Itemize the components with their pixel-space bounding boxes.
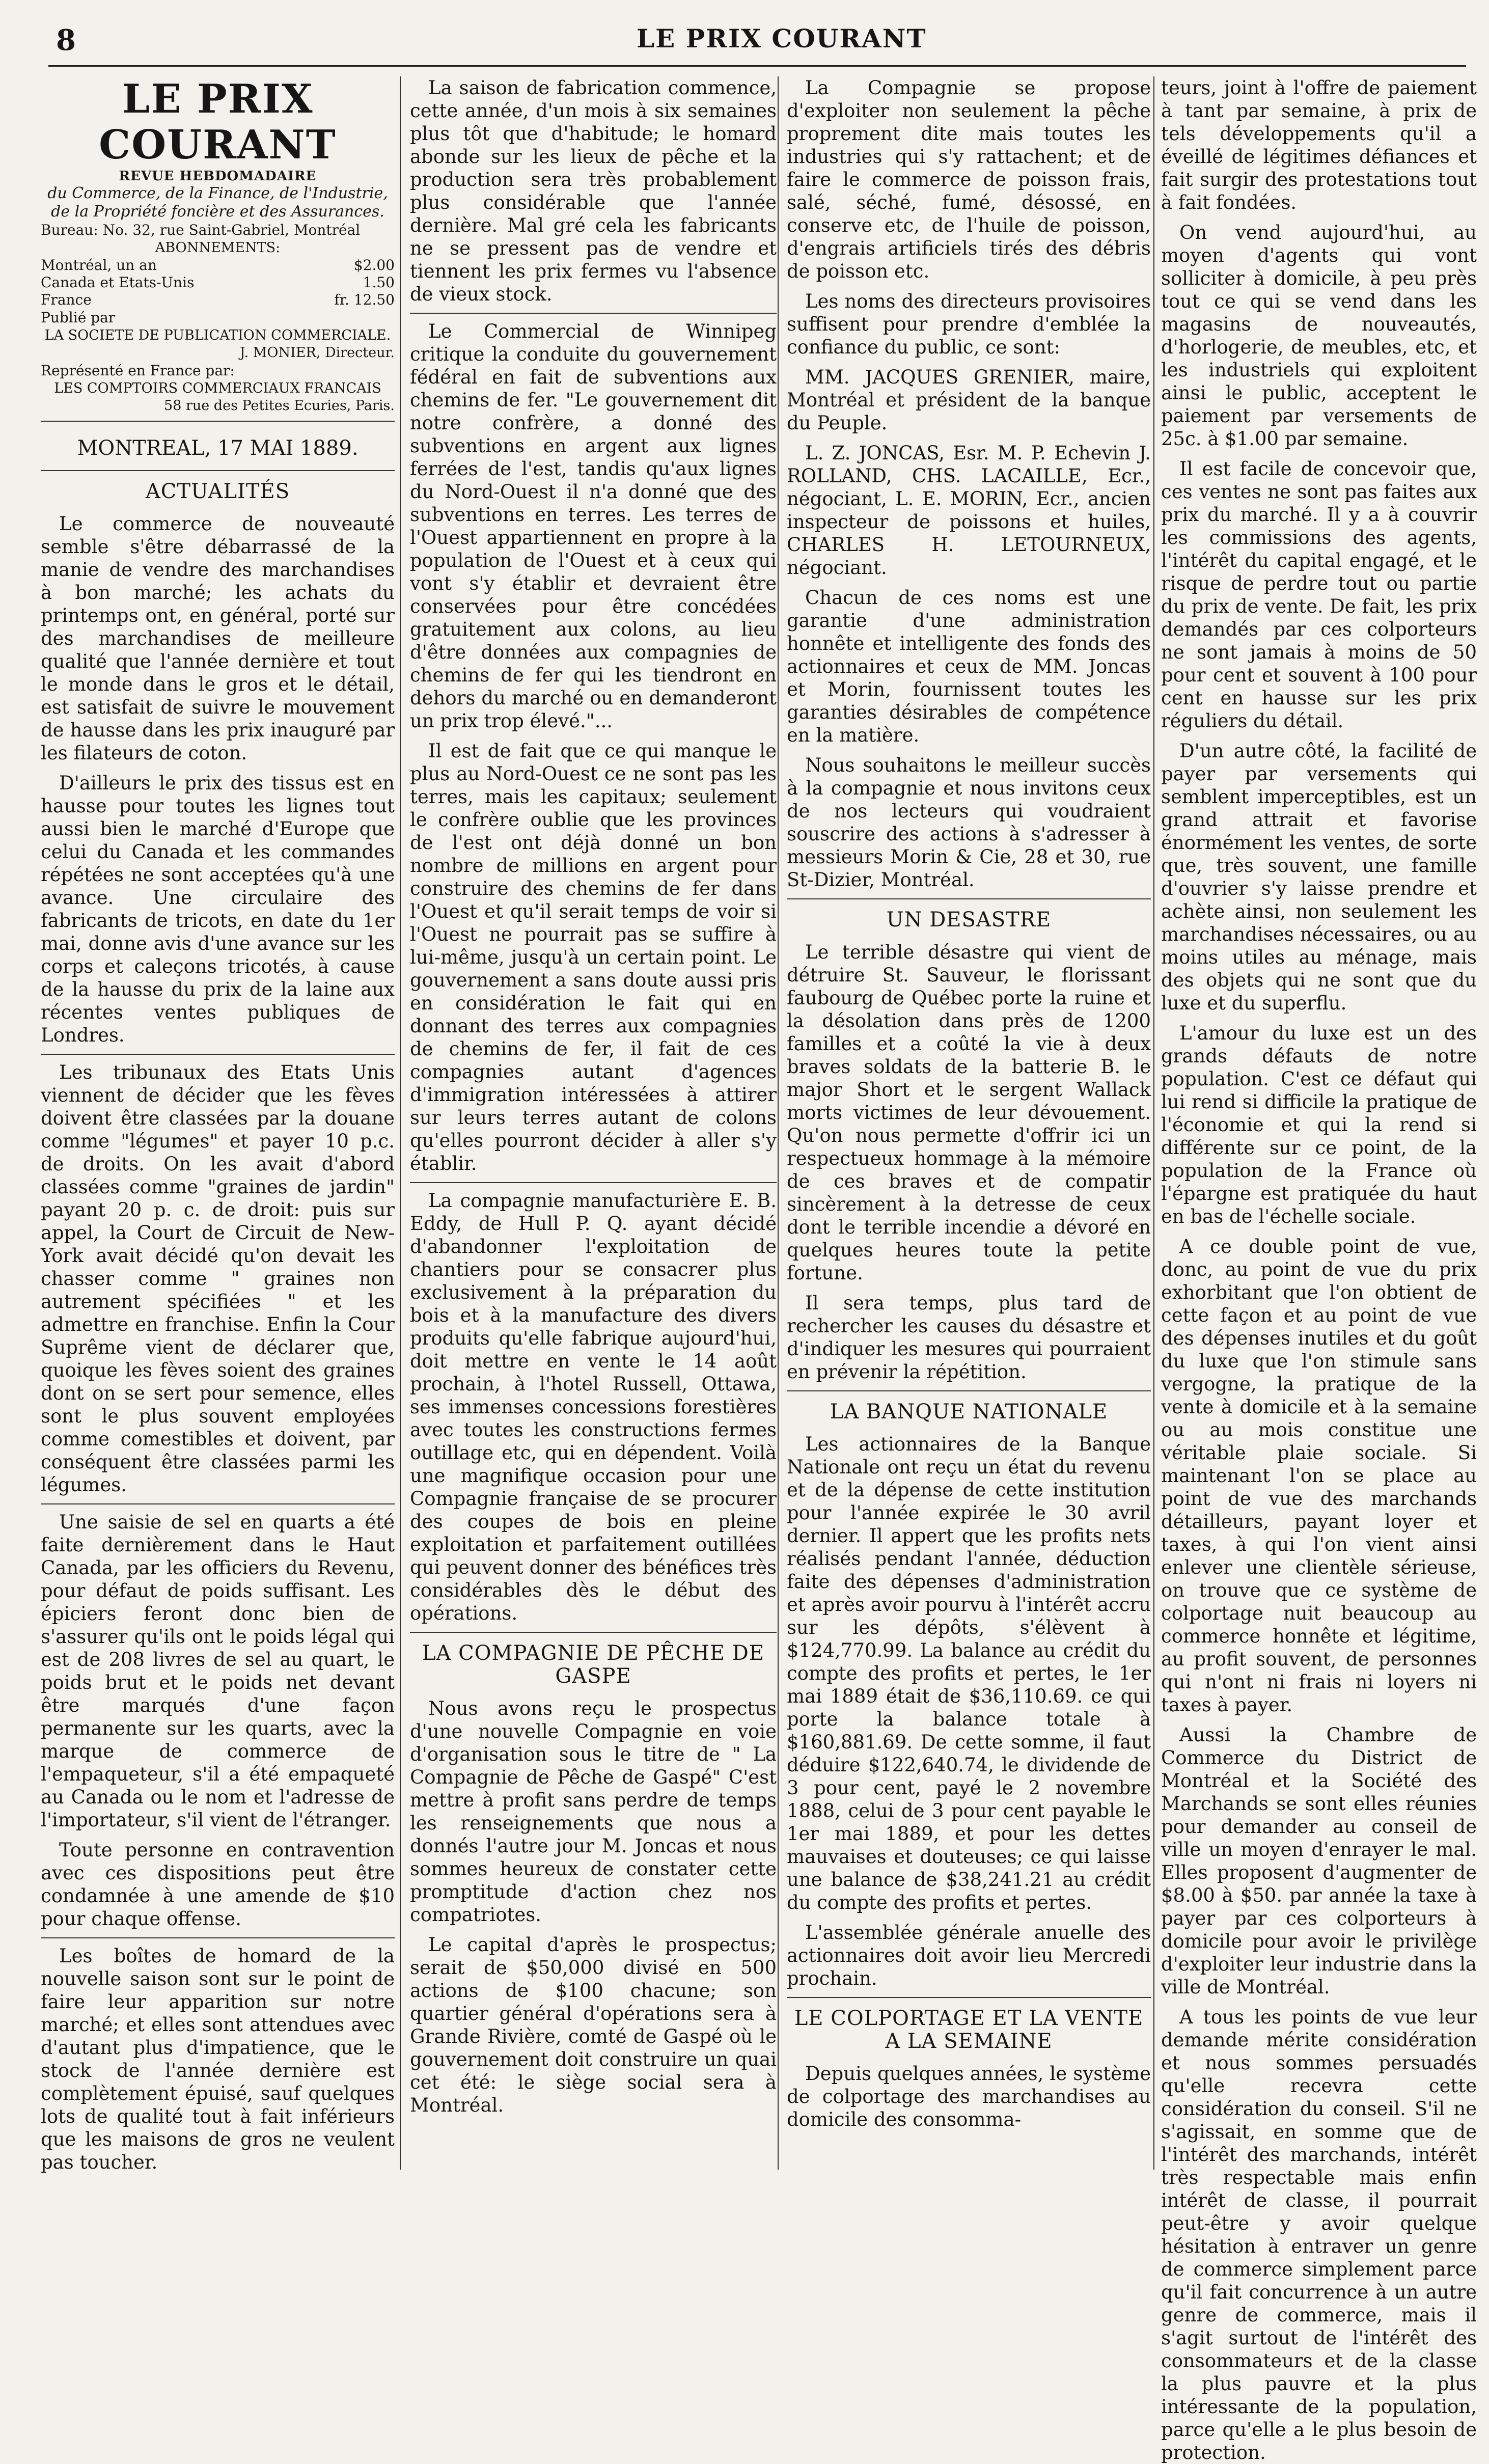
page-number: 8 (56, 23, 76, 57)
article-paragraph: On vend aujourd'hui, au moyen d'agents qui vont solliciter à domicile, à peu près tout ce qui se vend dans les magasins de nouveautés, d'horlogerie, de meubles, etc, et les industriels qui exploitent ainsi le public, acceptent le paiement par versements de 25c. à $1.00 par semaine. (1161, 222, 1477, 450)
running-header (0, 0, 1489, 76)
masthead-comptoirs: LES COMPTOIRS COMMERCIAUX FRANCAIS (54, 380, 381, 396)
article-paragraph: A tous les points de vue leur demande mérite considération et nous sommes persuadés qu'elle recevra cette considération du conseil. S'il ne s'agissait, en somme que de l'intérêt des marchands, intérêt très respectable mais enfin intérêt de classe, il pourrait peut-être y avoir quelque hésitation à entraver un genre de commerce simplement parce qu'il fait concurrence à un autre genre de commerce, mais il s'agit surtout de l'intérêt des consommateurs et de la classe la plus pauvre et la plus intéressante de la population, parce qu'elle a le plus besoin de protection. (1161, 2006, 1477, 2463)
abonnement-place: Canada et Etats-Unis (41, 274, 195, 291)
article-paragraph: La Compagnie se propose d'exploiter non seulement la pêche proprement dite mais toutes les industries qui s'y rattachent; et de faire le commerce de poisson frais, salé, séché, fumé, désossé, en conserve etc, de l'huile de poisson, d'engrais artificiels tirés des débris de poisson etc. (787, 77, 1151, 282)
masthead-directeur: J. MONIER, Directeur. (239, 345, 395, 361)
article-paragraph: Les boîtes de homard de la nouvelle saison sont sur le point de faire leur apparition sur notre marché; et elles sont attendues avec d'autant plus d'impatience, que le stock de l'année dernière est complètement épuisé, sauf quelques lots de qualité tout à fait inférieurs que les maisons de gros ne veulent pas toucher. (41, 1945, 395, 2173)
article-paragraph: La compagnie manufacturière E. B. Eddy, de Hull P. Q. ayant décidé d'abandonner l'exploitation de chantiers pour se consacrer plus exclusivement à la préparation du bois et à la manufacture des divers produits qu'elle fabrique aujourd'hui, doit mettre en vente le 14 août prochain, à l'hotel Russell, Ottawa, ses immenses concessions forestières avec toutes les constructions fermes outillage etc, qui en dépendent. Voilà une magnifique occasion pour une Compagnie française de se procurer des coupes de bois en pleine exploitation et parfaitement outillées qui peuvent donner des bénéfices très considérables dès le début des opérations. (410, 1190, 777, 1624)
article-paragraph: L. Z. JONCAS, Esr. M. P. Echevin J. ROLLAND, CHS. LACAILLE, Ecr., négociant, L. E. MORIN, Ecr., ancien inspecteur de poissons et huiles, CHARLES H. LETOURNEUX, négociant. (787, 442, 1151, 579)
article-paragraph: Depuis quelques années, le système de colportage des marchandises au domicile des consomma- (787, 2063, 1151, 2130)
divider (41, 1054, 395, 1055)
abonnement-price: fr. 12.50 (334, 291, 395, 308)
article-paragraph: D'ailleurs le prix des tissus est en hausse pour toutes les lignes tout aussi bien le marché d'Europe que celui du Canada et les commandes répétées ne sont acceptées qu'à une avance. Une circulaire des fabricants de tricots, en date du 1er mai, donne avis d'une avance sur les corps et caleçons tricotés, à cause de la hausse du prix de la laine aux récentes ventes publiques de Londres. (41, 772, 395, 1046)
divider (41, 470, 395, 471)
running-title: LE PRIX COURANT (637, 23, 927, 53)
column-4 (1161, 76, 1477, 2463)
masthead-publie-par: Publié par (41, 309, 116, 326)
divider (410, 1632, 777, 1633)
article-paragraph: Toute personne en contravention avec ces dispositions peut être condamnée à une amende de $10 pour chaque offense. (41, 1839, 395, 1930)
article-paragraph: Le terrible désastre qui vient de détruire St. Sauveur, le florissant faubourg de Québec porte la ruine et la désolation dans près de 1200 familles et a coûté la vie à deux braves soldats de la batterie B. le major Short et le sergent Wallack morts victimes de leur dévouement. Qu'on nous permette d'offrir ici un respectueux hommage à la mémoire de ces braves et de compatir sincèrement à la detresse de ceux dont le terrible incendie a dévoré en quelques heures toute la petite fortune. (787, 941, 1151, 1284)
article-paragraph: Aussi la Chambre de Commerce du District de Montréal et la Société des Marchands se sont elles réunies pour demander au conseil de ville un moyen d'enrayer le mal. Elles proposent d'augmenter de $8.00 à $50. par année la taxe à payer par ces colporteurs à domicile pour avoir le privilège d'exploiter leur industrie dans la ville de Montréal. (1161, 1724, 1477, 1998)
abonnement-row (41, 257, 395, 274)
article-paragraph: teurs, joint à l'offre de paiement à tant par semaine, à prix de tels développements qu'il a éveillé de légitimes défiances et fait surgir des protestations tout à fait fondées. (1161, 77, 1477, 213)
divider (41, 1937, 395, 1938)
masthead-title: LE PRIX COURANT (99, 76, 337, 168)
abonnement-price: $2.00 (353, 257, 395, 273)
article-paragraph: Nous souhaitons le meilleur succès à la compagnie et nous invitons ceux de nos lecteurs qui voudraient souscrire des actions à s'adresser à messieurs Morin & Cie, 28 et 30, rue St-Dizier, Montréal. (787, 754, 1151, 891)
divider (787, 898, 1151, 899)
masthead-subtitle: REVUE HEBDOMADAIRE (119, 169, 317, 184)
article-paragraph: Nous avons reçu le prospectus d'une nouvelle Compagnie en voie d'organisation sous le titre de " La Compagnie de Pêche de Gaspé" C'est mettre à profit sans perdre de temps les renseignements que nous a donnés l'autre jour M. Joncas et nous sommes heureux de constater cette promptitude d'action chez nos compatriotes. (410, 1698, 777, 1926)
article-paragraph: Chacun de ces noms est une garantie d'une administration honnête et intelligente des fonds des actionnaires et ceux de MM. Joncas et Morin, fournissent toutes les garanties désirables de compétence en la matière. (787, 587, 1151, 746)
divider (787, 1390, 1151, 1391)
article-paragraph: L'assemblée générale anuelle des actionnaires doit avoir lieu Mercredi prochain. (787, 1922, 1151, 1989)
divider (41, 421, 395, 422)
article-paragraph: Il est de fait que ce qui manque le plus au Nord-Ouest ce ne sont pas les terres, mais les capitaux; seulement le confrère oublie que les provinces de l'est ont déjà donné un bon nombre de millions en argent pour construire des chemins de fer dans l'Ouest et qu'il serait temps de voir si l'Ouest ne pourrait pas se suffire à lui-même, jusqu'à un certain point. Le gouvernement a sans doute aussi pris en considération le fait qui en donnant des terres aux compagnies de chemins de fer, il fait de ces compagnies autant d'agences d'immigration intéressées à attirer sur leurs terres autant de colons qu'elles pourront décider à aller s'y établir. (410, 740, 777, 1174)
divider (410, 1182, 777, 1183)
article-paragraph: La saison de fabrication commence, cette année, d'un mois à six semaines plus tôt que d'habitude; le homard abonde sur les lieux de pêche et la production sera très probablement plus considérable que l'année dernière. Mal gré cela les fabricants ne se pressent pas de vendre et tiennent les prix fermes vu l'absence de vieux stock. (410, 77, 777, 305)
masthead-societe: LA SOCIETE DE PUBLICATION COMMERCIALE. (44, 327, 391, 343)
article-paragraph: Les noms des directeurs provisoires suffisent pour prendre d'emblée la confiance du public, ce sont: (787, 290, 1151, 358)
article-paragraph: A ce double point de vue, donc, au point de vue du prix exhorbitant que l'on obtient de cette façon et au point de vue des dépenses inutiles et du goût du luxe que l'on stimule sans vergogne, la pratique de la vente à domicile et à la semaine ou au mois constitue une véritable plaie sociale. Si maintenant l'on se place au point de vue des marchands détailleurs, payant loyer et taxes, à qui l'on vient ainsi enlever une clientèle sérieuse, on trouve que ce système de colportage nuit beaucoup au commerce honnête et légitime, au profit souvent, de personnes qui n'ont ni frais ni loyers ni taxes à payer. (1161, 1236, 1477, 1716)
article-paragraph: Le commerce de nouveauté semble s'être débarrassé de la manie de vendre des marchandises à bon marché; les achats du printemps ont, en général, porté sur des marchandises de meilleure qualité que l'année dernière et tout le monde dans le gros et le détail, est satisfait de suivre le mouvement de hausse dans les prix inauguré par les filateurs de coton. (41, 513, 395, 764)
article-paragraph: L'amour du luxe est un des grands défauts de notre population. C'est ce défaut qui lui rend si difficile la pratique de l'économie et qui la rend si différente sur ce point, de la population de la France où l'épargne est pratiquée du haut en bas de l'échelle sociale. (1161, 1022, 1477, 1227)
section-heading: UN DESASTRE (886, 908, 1052, 932)
section-heading: LA BANQUE NATIONALE (830, 1400, 1108, 1423)
column-2 (410, 76, 777, 2170)
section-heading: LE COLPORTAGE ET LA VENTE A LA SEMAINE (794, 2007, 1144, 2053)
abonnement-place: France (41, 291, 92, 308)
article-paragraph: Les actionnaires de la Banque Nationale ont reçu un état du revenu et de la dépense de cette institution pour l'année expirée le 30 avril dernier. Il appert que les profits nets réalisés pendant l'année, déduction faite des dépenses d'administration et après avoir pourvu à l'intérêt accru sur les dépôts, s'élèvent à $124,770.99. La balance au crédit du compte des profits et pertes, le 1er mai 1889 était de $36,110.69. ce qui porte la balance totale à $160,881.69. De cette somme, il faut déduire $122,640.74, le dividende de 3 pour cent, payé le 2 novembre 1888, celui de 3 pour cent payable le 1er mai 1889, et pour les dettes mauvaises et douteuses; ce qui laisse une balance de $38,241.21 au crédit du compte des profits et pertes. (787, 1433, 1151, 1913)
divider (410, 313, 777, 314)
column-3 (787, 76, 1151, 2170)
masthead (41, 76, 395, 415)
masthead-bureau: Bureau: No. 32, rue Saint-Gabriel, Montréal (41, 222, 361, 238)
dateline: MONTREAL, 17 MAI 1889. (77, 436, 359, 460)
abonnement-price: 1.50 (363, 274, 395, 291)
masthead-represente: Représenté en France par: (41, 362, 235, 379)
section-heading: LA COMPAGNIE DE PÊCHE DE GASPE (422, 1641, 765, 1688)
column-1 (41, 76, 395, 2173)
section-heading: ACTUALITÉS (145, 480, 290, 503)
header-rule (48, 65, 1466, 67)
article-paragraph: Le capital d'après le prospectus; serait de $50,000 divisé en 500 actions de $100 chacune; son quartier général d'opérations sera à Grande Rivière, comté de Gaspé où le gouvernement doit construire un quai cet été: le siège social sera à Montréal. (410, 1934, 777, 2116)
abonnement-place: Montréal, un an (41, 257, 157, 273)
abonnement-row (41, 291, 395, 309)
abonnement-row (41, 274, 395, 291)
masthead-adresse: 58 rue des Petites Ecuries, Paris. (164, 398, 395, 414)
article-paragraph: Il sera temps, plus tard de rechercher les causes du désastre et d'indiquer les mesures qui pourraient en prévenir la répétition. (787, 1292, 1151, 1383)
article-paragraph: Les tribunaux des Etats Unis viennent de décider que les fèves doivent être classées par la douane comme "légumes" et payer 10 p.c. de droits. On les avait d'abord classées comme "graines de jardin" payant 20 p. c. de droit: puis sur appel, la Court de Circuit de New-York avait décidé qu'on devait les chasser comme " graines non autrement spécifiées " et les admettre en franchise. Enfin la Cour Suprême vient de déclarer que, quoique les fèves soient des graines dont on se sert pour semence, elles sont le plus souvent employées comme comestibles et doivent, par conséquent être classées parmi les légumes. (41, 1061, 395, 1496)
article-paragraph: Une saisie de sel en quarts a été faite dernièrement dans le Haut Canada, par les officiers du Revenu, pour défaut de poids suffisant. Les épiciers feront donc bien de s'assurer qu'ils ont le poids légal qui est de 208 livres de sel au quart, le poids brut et le poids net devant être marqués d'une façon permanente sur les quarts, avec la marque de commerce de l'empaqueteur, s'il a été empaqueté au Canada ou le nom et l'adresse de l'importateur, s'il vient de l'étranger. (41, 1511, 395, 1831)
abonnements-label: ABONNEMENTS: (155, 240, 281, 256)
divider (41, 1503, 395, 1504)
divider (787, 1997, 1151, 1998)
article-paragraph: D'un autre côté, la facilité de payer par versements qui semblent imperceptibles, est un grand attrait et favorise énormément les ventes, de sorte que, très souvent, une famille d'ouvrier s'y laisse prendre et achète ainsi, non seulement les marchandises nécessaires, ou au moins utiles au ménage, mais des objets qui ne sont que du luxe et du superflu. (1161, 740, 1477, 1014)
article-paragraph: Il est facile de concevoir que, ces ventes ne sont pas faites aux prix du marché. Il y a à couvrir les commissions des agents, l'intérêt du capital engagé, et le risque de perdre tout ou partie du prix de vente. De fait, les prix demandés par ces colporteurs ne sont jamais à moins de 50 pour cent et souvent à 100 pour cent en hausse sur les prix réguliers du détail. (1161, 458, 1477, 732)
article-paragraph: MM. JACQUES GRENIER, maire, Montréal et président de la banque du Peuple. (787, 366, 1151, 434)
article-paragraph: Le Commercial de Winnipeg critique la conduite du gouvernement fédéral en fait de subventions aux chemins de fer. "Le gouvernement dit notre confrère, a donné des subventions en argent aux lignes ferrées de l'est, tandis qu'aux lignes du Nord-Ouest il n'a donné que des subventions en terres. Les terres de l'Ouest appartiennent en propre à la population de l'Ouest et à ceux qui vont s'y établir et devraient être conservées pour être concédées gratuitement aux colons, au lieu d'être données aux compagnies de chemins de fer qui les tiendront en dehors du marché ou en demanderont un prix trop élevé."... (410, 320, 777, 732)
masthead-description: du Commerce, de la Finance, de l'Industrie, de la Propriété foncière et des Assurances. (47, 184, 388, 221)
